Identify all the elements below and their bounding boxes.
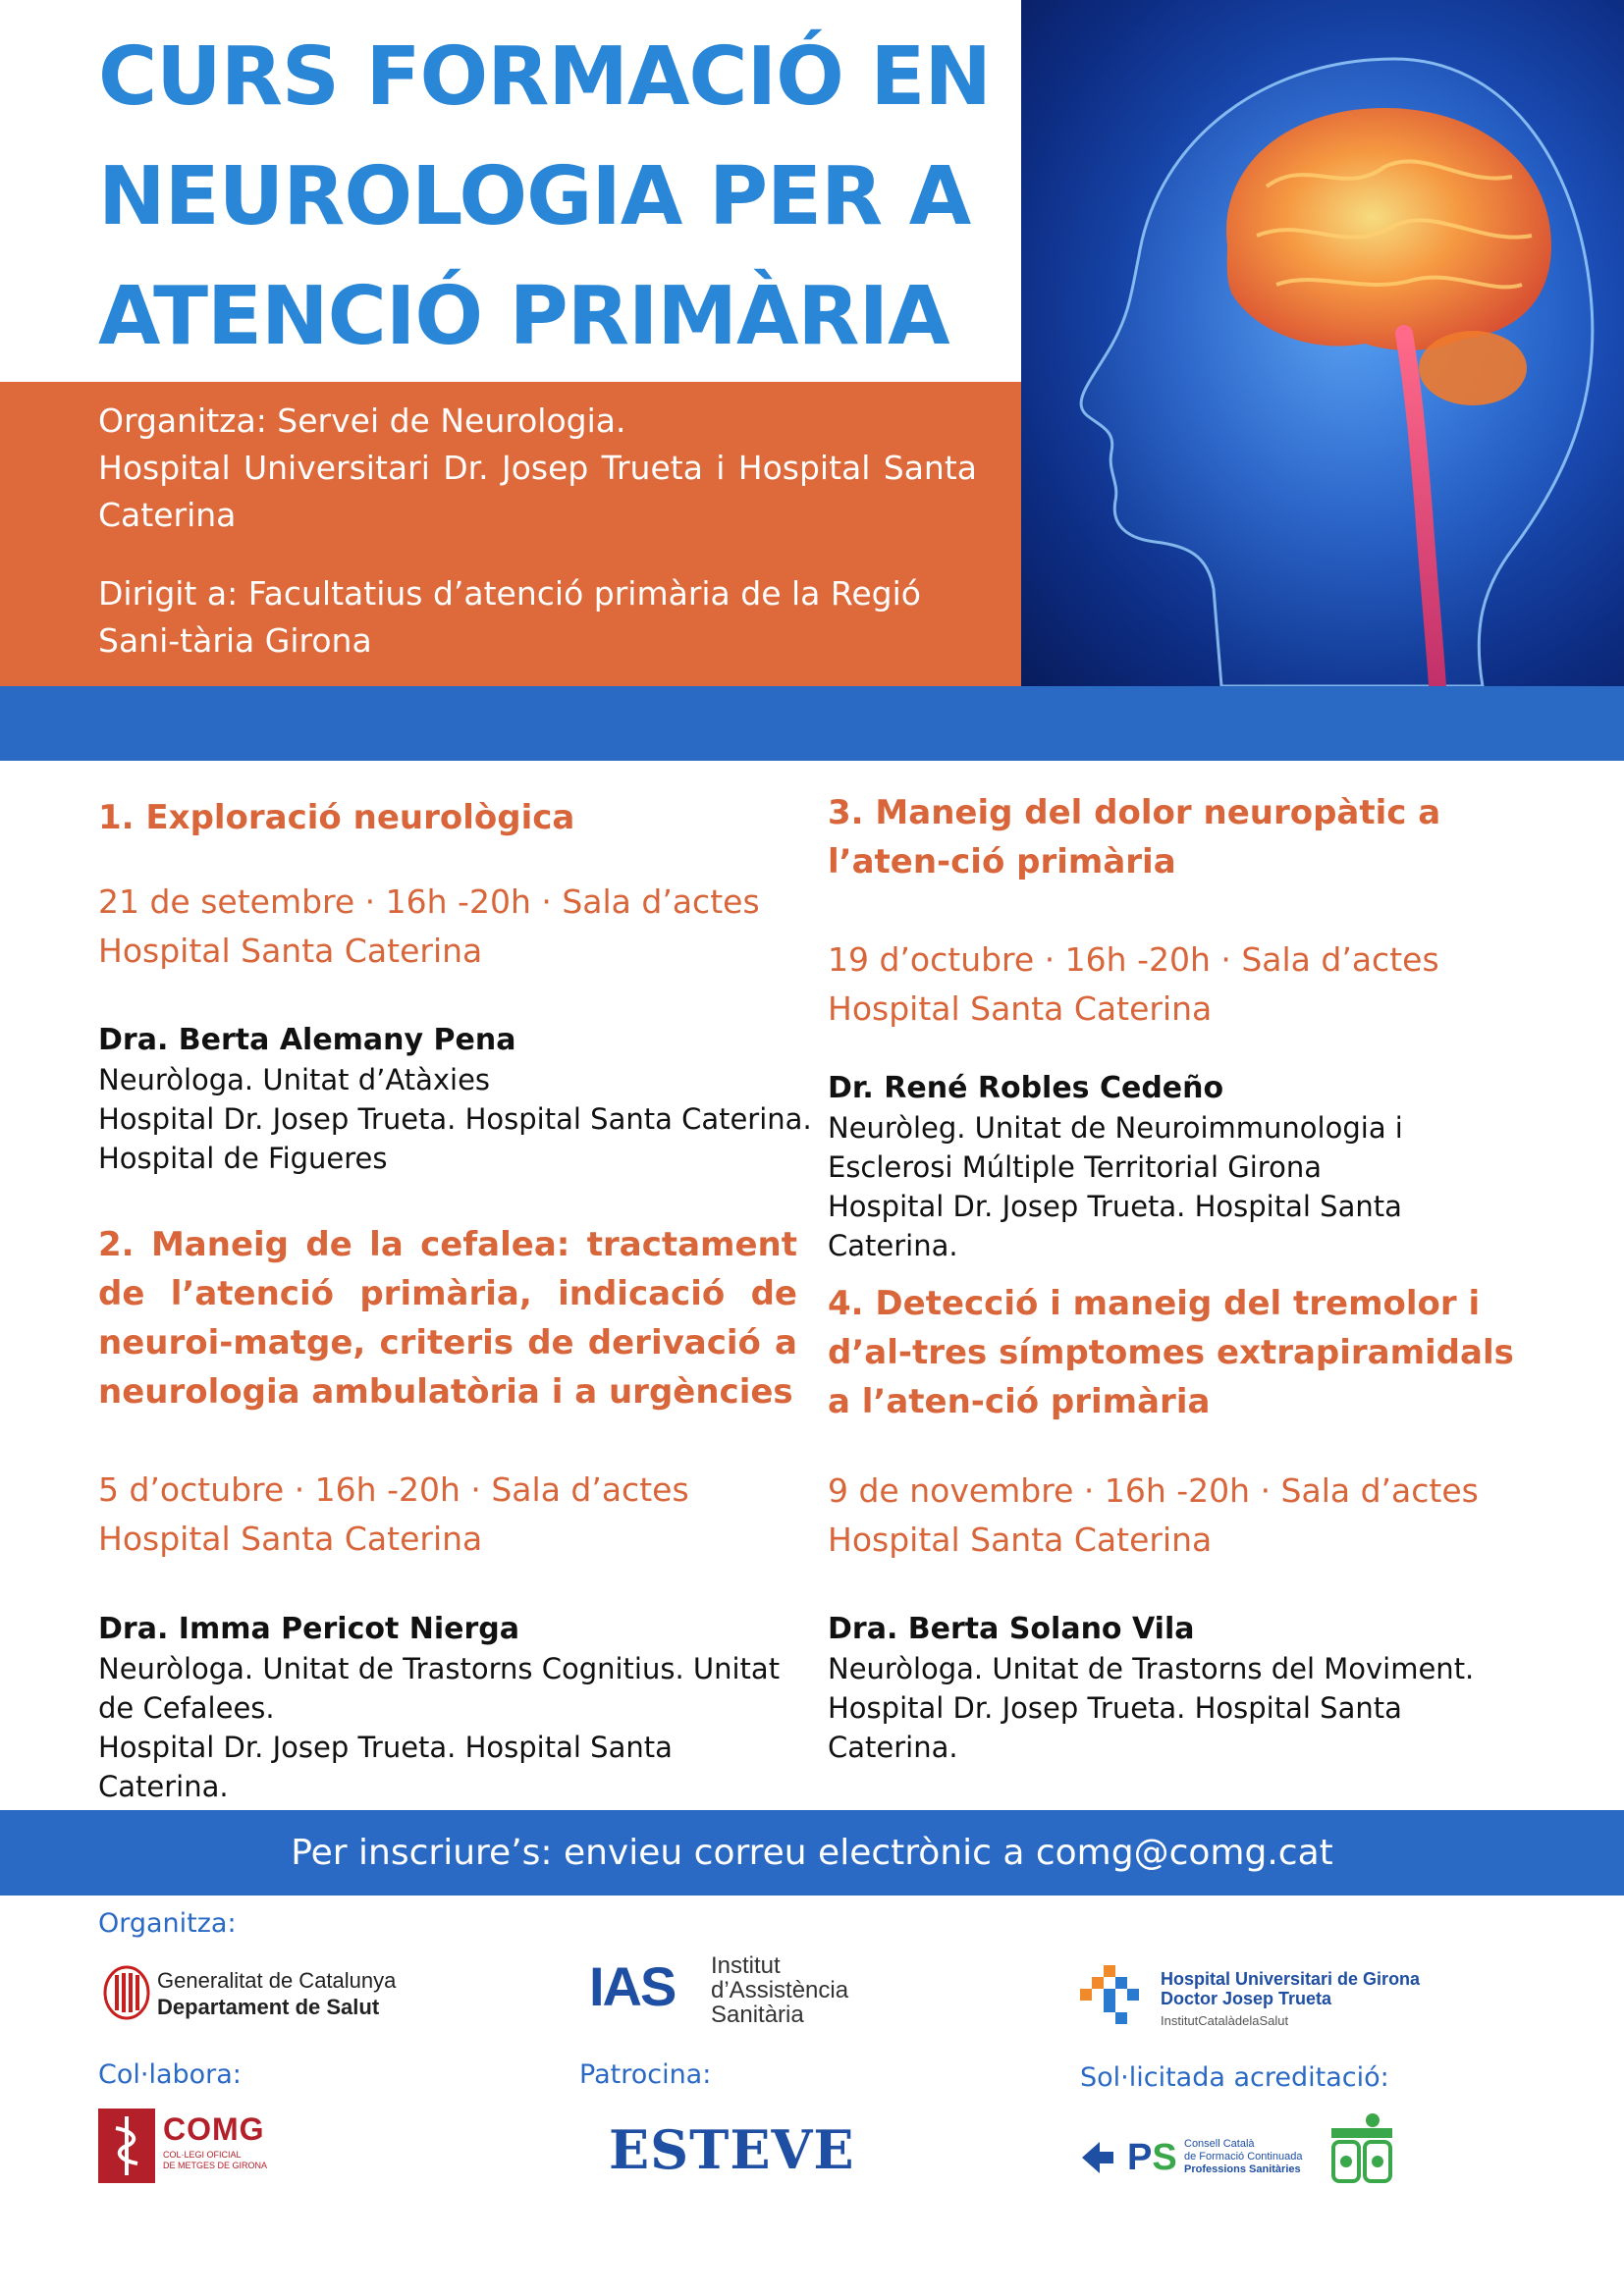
session-2-date: 5 d’octubre · 16h -20h · Sala d’actes Hospital Santa Caterina (98, 1470, 689, 1558)
session-4-speaker: Dra. Berta Solano Vila (828, 1612, 1195, 1646)
session-2-info-line-2: Hospital Dr. Josep Trueta. Hospital Santa Caterina. (98, 1731, 673, 1803)
title-line-1: CURS FORMACIÓ EN (98, 30, 992, 124)
ias-logo (589, 1951, 884, 2030)
label-patrocina: Patrocina: (579, 2059, 712, 2090)
audience-text: Dirigit a: Facultatius d’atenció primària de la Regió Sani-tària Girona (98, 574, 921, 660)
brain-head-svg (1021, 0, 1624, 686)
ccfc-line-1: Consell Català (1184, 2138, 1255, 2150)
comg-logo (98, 2109, 314, 2183)
title-line-3: ATENCIÓ PRIMÀRIA (98, 270, 949, 363)
session-4-info-line-1: Neuròloga. Unitat de Trastorns del Moviment. (828, 1652, 1475, 1685)
organizer-box (0, 382, 1021, 686)
comg-emblem-icon (98, 2109, 155, 2183)
comg-caduceus-icon (98, 2109, 155, 2183)
session-1-speaker: Dra. Berta Alemany Pena (98, 1023, 516, 1057)
session-4-speaker-info (828, 1649, 1535, 1767)
inscription-text: Per inscriure’s: envieu correu electrònic a comg@comg.cat (291, 1833, 1333, 1873)
accreditation-seal-icon (1327, 2112, 1396, 2185)
ccfc-line-2: de Formació Continuada (1184, 2151, 1303, 2163)
accreditation-seal-logo (1327, 2112, 1396, 2185)
generalitat-emblem-icon (102, 1965, 151, 2020)
hospital-line-3: InstitutCatalàdelaSalut (1161, 2013, 1289, 2028)
session-3-date: 19 d’octubre · 16h -20h · Sala d’actes Hospital Santa Caterina (828, 940, 1439, 1028)
session-1-date: 21 de setembre · 16h -20h · Sala d’actes Hospital Santa Caterina (98, 882, 760, 970)
session-3-speaker: Dr. René Robles Cedeño (828, 1071, 1224, 1105)
label-acreditacio: Sol·licitada acreditació: (1080, 2062, 1389, 2093)
session-4-info-line-2: Hospital Dr. Josep Trueta. Hospital Santa Caterina. (828, 1691, 1402, 1764)
session-1-info-line-1: Neuròloga. Unitat d’Atàxies (98, 1063, 491, 1096)
hospital-line-2: Doctor Josep Trueta (1161, 1989, 1332, 2008)
esteve-logo (609, 2120, 864, 2179)
top-blue-band (0, 686, 1624, 761)
hospital-cross-icon (1080, 1961, 1149, 2024)
ias-line-2: d’Assistència (711, 1977, 849, 2003)
generalitat-line-1: Generalitat de Catalunya (157, 1968, 397, 1993)
session-1-info-line-2: Hospital Dr. Josep Trueta. Hospital Santa Caterina. (98, 1102, 812, 1136)
organizer-hospitals: Hospital Universitari Dr. Josep Trueta i Hospital Santa Caterina (98, 449, 977, 534)
ccfc-ps-mark: PS (1127, 2137, 1177, 2178)
session-1-speaker-info (98, 1060, 825, 1178)
ias-line-1: Institut (711, 1952, 781, 1979)
comg-line-2: DE METGES DE GIRONA (163, 2161, 268, 2170)
session-1-title: 1. Exploració neurològica (98, 798, 575, 837)
ccfc-logo (1078, 2132, 1343, 2183)
ccfc-arrow-icon (1078, 2138, 1117, 2177)
ias-line-3: Sanitària (711, 2002, 804, 2028)
session-2-title: 2. Maneig de la cefalea: tractament de l’atenció primària, indicació de neuroi-matge, criteris de derivació a neurologia ambulatòria i a urgències (98, 1225, 797, 1412)
course-title (98, 18, 1001, 377)
session-3-info-line-1: Neuròleg. Unitat de Neuroimmunologia i Esclerosi Múltiple Territorial Girona (828, 1111, 1403, 1184)
ias-mark: IAS (589, 1955, 676, 2017)
title-line-2: NEUROLOGIA PER A (98, 150, 971, 243)
comg-mark: COMG (163, 2111, 265, 2147)
label-collabora: Col·labora: (98, 2059, 242, 2090)
comg-line-1: COL·LEGI OFICIAL (163, 2150, 242, 2160)
hospital-trueta-logo (1080, 1959, 1492, 2038)
esteve-wordmark: ESTEVE (609, 2118, 855, 2181)
session-2-speaker: Dra. Imma Pericot Nierga (98, 1612, 519, 1646)
brain-illustration (1021, 0, 1624, 686)
generalitat-line-2: Departament de Salut (157, 1995, 380, 2019)
session-1-info-line-3: Hospital de Figueres (98, 1142, 388, 1175)
label-organitza: Organitza: (98, 1908, 237, 1939)
organizer-text: Organitza: Servei de Neurologia. (98, 401, 626, 440)
session-2-speaker-info (98, 1649, 805, 1806)
generalitat-logo (98, 1963, 432, 2022)
hospital-line-1: Hospital Universitari de Girona (1161, 1969, 1421, 1989)
session-3-info-line-2: Hospital Dr. Josep Trueta. Hospital Santa Caterina. (828, 1190, 1402, 1262)
session-3-title: 3. Maneig del dolor neuropàtic a l’aten-ció primària (828, 793, 1441, 881)
session-4-date: 9 de novembre · 16h -20h · Sala d’actes Hospital Santa Caterina (828, 1471, 1479, 1559)
session-2-info-line-1: Neuròloga. Unitat de Trastorns Cognitius. Unitat de Cefalees. (98, 1652, 781, 1725)
session-3-speaker-info (828, 1108, 1535, 1265)
session-4-title: 4. Detecció i maneig del tremolor i d’al-tres símptomes extrapiramidals a l’aten-ció primària (828, 1284, 1514, 1421)
ccfc-line-3: Professions Sanitàries (1184, 2163, 1301, 2175)
